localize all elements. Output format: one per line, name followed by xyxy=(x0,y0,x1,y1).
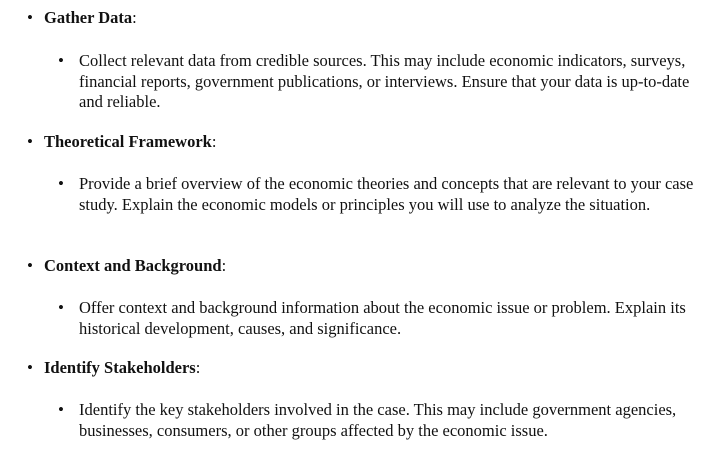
section-heading xyxy=(44,132,216,153)
bullet-icon: • xyxy=(27,132,33,151)
heading-row xyxy=(0,8,719,29)
section-gather-data xyxy=(0,8,719,111)
section-heading-text: Theoretical Framework xyxy=(44,132,212,151)
heading-row xyxy=(0,256,719,277)
section-theoretical-framework xyxy=(0,132,719,214)
sub-bullet-icon: • xyxy=(58,400,64,419)
sub-bullet-icon: • xyxy=(58,174,64,193)
sub-bullet-icon: • xyxy=(58,298,64,317)
section-context-background xyxy=(0,256,719,338)
heading-row xyxy=(0,358,719,379)
bullet-icon: • xyxy=(27,8,33,27)
sub-bullet-text: Provide a brief overview of the economic theories and concepts that are relevant to your case study. Explain the economic models or principles you will use to analyze the situation. xyxy=(79,174,694,214)
section-heading-text: Gather Data xyxy=(44,8,133,27)
heading-colon: : xyxy=(132,8,137,27)
section-heading-text: Identify Stakeholders xyxy=(44,358,196,377)
section-heading xyxy=(44,256,226,277)
heading-colon: : xyxy=(221,256,227,275)
heading-row xyxy=(0,132,719,153)
section-heading-text: Context and Background xyxy=(44,256,222,275)
sub-bullet-text: Offer context and background information about the economic issue or problem. Explain its historical development, causes, and significance. xyxy=(79,298,686,338)
section-heading xyxy=(44,358,200,379)
bullet-icon: • xyxy=(27,256,33,275)
sub-bullet-icon: • xyxy=(58,51,64,70)
sub-bullet-text: Identify the key stakeholders involved in the case. This may include government agencies, businesses, consumers, or other groups affected by the economic issue. xyxy=(79,400,677,440)
bullet-icon: • xyxy=(27,358,33,377)
heading-colon: : xyxy=(195,358,201,377)
section-identify-stakeholders xyxy=(0,358,719,440)
sub-bullet-text: Collect relevant data from credible sources. This may include economic indicators, surveys, financial reports, government publications, or interviews. Ensure that your data is up-to-date and reliable. xyxy=(79,51,690,111)
section-heading xyxy=(44,8,137,29)
heading-colon: : xyxy=(211,132,217,151)
